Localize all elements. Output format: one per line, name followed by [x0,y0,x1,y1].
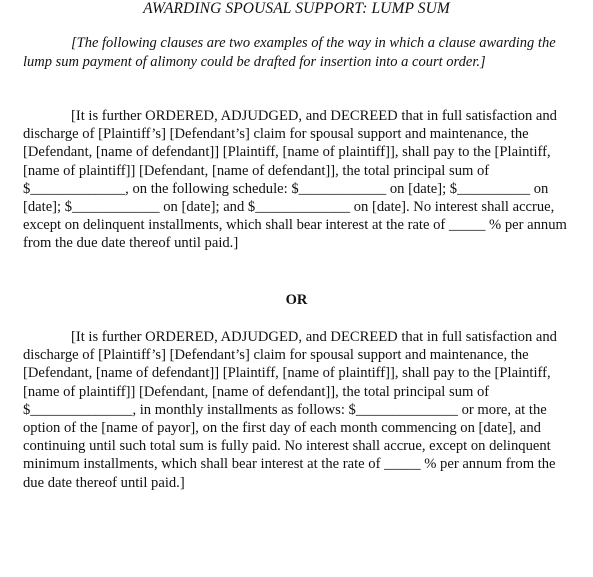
clause-option-1: [It is further ORDERED, ADJUDGED, and DECREED that in full satisfaction and discharge of [Plaintiff’s] [Defendant’s] claim for spousal support and maintenance, the [Defendant, [name of defendant]] [Plaintiff, [name of plaintiff]], shall pay to the [Plaintiff, [name of plaintiff]] [Defendant, [name of defendant]], the total principal sum of $_____________, on the following schedule: $____________ on [date]; $__________ on [date]; $____________ on [date]; and $_____________ on [date]. No interest shall accrue, except on delinquent installments, which shall bear interest at the rate of _____ % per annum from the due date thereof until paid.] [23,108,567,252]
clause-option-2: [It is further ORDERED, ADJUDGED, and DECREED that in full satisfaction and discharge of [Plaintiff’s] [Defendant’s] claim for spousal support and maintenance, the [Defendant, [name of defendant]] [Plaintiff, [name of plaintiff]], shall pay to the [Plaintiff, [name of plaintiff]] [Defendant, [name of defendant]], the total principal sum of $______________, in monthly installments as follows: $______________ or more, at the option of the [name of payor], on the first day of each month commencing on [date], and continuing until such total sum is fully paid. No interest shall accrue, except on delinquent minimum installments, which shall bear interest at the rate of _____ % per annum from the due date thereof until paid.] [23,329,557,491]
intro-note: [The following clauses are two examples of the way in which a clause awarding the lump sum payment of alimony could be drafted for insertion into a court order.] [23,35,556,70]
or-separator: OR [285,292,308,308]
document-title: AWARDING SPOUSAL SUPPORT: LUMP SUM [143,0,450,17]
